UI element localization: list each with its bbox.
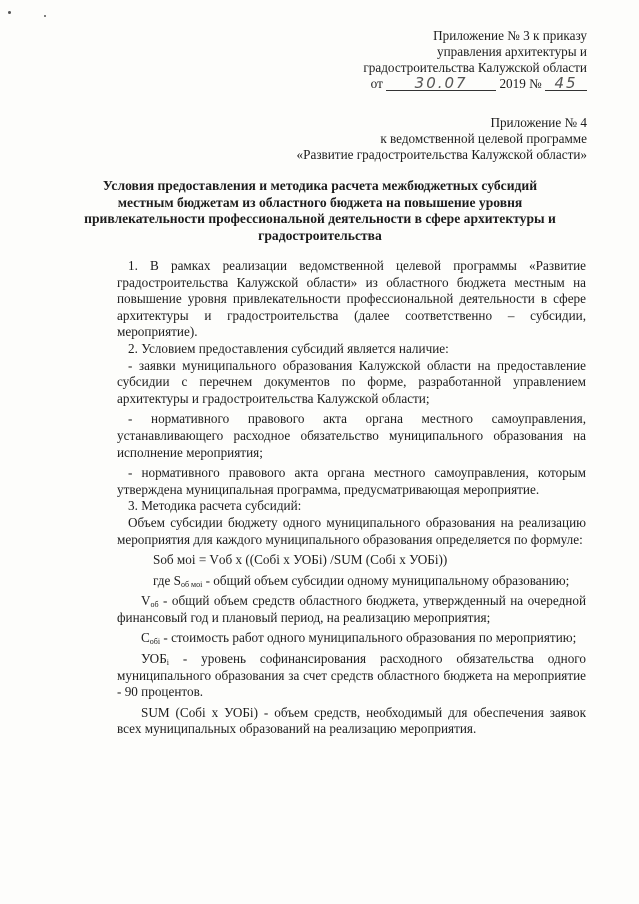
definition-s: [117, 573, 586, 590]
methodology-text: Объем субсидии бюджету одного муниципального образования на реализацию мероприятия для каждого муниципального образования определяется по формуле:: [117, 514, 586, 547]
condition-legal-act: - нормативного правового акта органа местного самоуправления, устанавливающего расходное обязательство муниципального образования на исполнение мероприятия;: [117, 411, 586, 460]
order-reference: [363, 28, 587, 92]
appendix-line-1: Приложение № 4: [490, 115, 587, 130]
order-line-3: градостроительства Калужской области: [363, 60, 587, 75]
year-text: 2019 №: [499, 76, 542, 91]
def-v-main: V: [141, 593, 151, 609]
handwritten-date: 30.07: [386, 76, 496, 91]
order-line-2: управления архитектуры и: [436, 44, 587, 59]
definition-c: [117, 630, 586, 647]
definition-v: [117, 593, 586, 626]
condition-municipal-program: - нормативного правового акта органа местного самоуправления, которым утверждена муниципальная программа, предусматривающая мероприятие.: [117, 465, 586, 497]
scan-speck: [8, 11, 11, 14]
definition-u: [117, 651, 586, 701]
order-date-line: [363, 76, 587, 92]
def-s-text: - общий объем субсидии одному муниципальному образованию;: [202, 572, 570, 588]
appendix-line-3: «Развитие градостроительства Калужской области»: [296, 147, 587, 162]
definition-sum: SUM (Собi х УОБi) - объем средств, необходимый для обеспечения заявок всех муниципальных образований на реализацию мероприятия.: [117, 704, 586, 737]
def-c-text: - стоимость работ одного муниципального образования по мероприятию;: [160, 630, 577, 646]
handwritten-number: 45: [545, 76, 587, 91]
document-body: [117, 258, 586, 738]
def-u-main: УОБ: [141, 651, 167, 667]
formula: Sоб моi = Vоб х ((Собi х УОБi) /SUM (Собi х УОБi)): [153, 552, 448, 568]
def-c-sub: обi: [149, 637, 161, 647]
def-v-text: - общий объем средств областного бюджета, утвержденный на очередной финансовый год и плановый период, на реализацию мероприятия;: [117, 593, 586, 625]
def-c-main: С: [141, 630, 150, 646]
condition-application: - заявки муниципального образования Калужской области на предоставление субсидии с перечнем документов по форме, разработанной управлением архитектуры и градостроительства Калужской области;: [117, 357, 586, 406]
paragraph-3: 3. Методика расчета субсидий:: [128, 498, 302, 514]
appendix-reference: [297, 115, 587, 163]
appendix-line-2: к ведомственной целевой программе: [380, 131, 587, 146]
paragraph-2: 2. Условием предоставления субсидий является наличие:: [128, 340, 449, 356]
date-prefix: от: [370, 76, 383, 91]
def-s-sub: об моi: [180, 579, 203, 589]
def-u-text: - уровень софинансирования расходного обязательства одного муниципального образования за счет средств областного бюджета на мероприятие - 90 процентов.: [117, 651, 586, 700]
def-s-prefix: где S: [153, 572, 181, 588]
order-line-1: Приложение № 3 к приказу: [433, 28, 587, 43]
def-u-sub: i: [166, 658, 170, 668]
paragraph-1: 1. В рамках реализации ведомственной целевой программы «Развитие градостроительства Калужской области» из областного бюджета местным на повышение уровня привлекательности профессиональной деятельности в сфере архитектуры и градостроительства (далее соответственно – субсидии, мероприятие).: [117, 258, 586, 340]
document-title: Условия предоставления и методика расчета межбюджетных субсидий местным бюджетам из областного бюджета на повышение уровня привлекательности профессиональной деятельности в сфере архитектуры и градостроительства: [84, 178, 556, 243]
scan-speck: [44, 15, 46, 17]
def-v-sub: об: [150, 600, 159, 610]
